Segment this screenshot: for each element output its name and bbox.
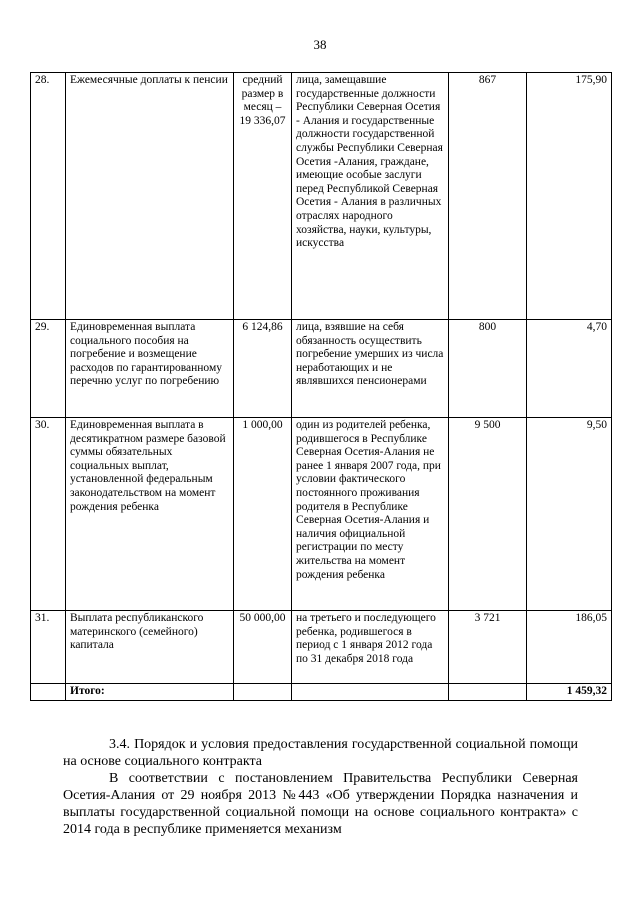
row-number: 29. xyxy=(31,320,66,418)
table-total-row xyxy=(31,684,612,701)
benefits-table xyxy=(30,72,612,701)
table-row xyxy=(31,320,612,418)
benefit-name: Единовременная выплата социального пособия на погребение и возмещение расходов по гарантированному перечню услуг по погребению xyxy=(66,320,234,418)
recipients: лица, взявшие на себя обязанность осуществить погребение умерших из числа неработающих и не являвшихся пенсионерами xyxy=(292,320,449,418)
total-label: Итого: xyxy=(66,684,234,701)
recipient-count: 867 xyxy=(449,73,527,320)
grand-total-sum: 1 459,32 xyxy=(527,684,612,701)
section-heading: 3.4. Порядок и условия предоставления государственной социальной помощи на основе социального контракта xyxy=(63,737,578,769)
total-sum: 4,70 xyxy=(527,320,612,418)
benefit-amount: 1 000,00 xyxy=(234,418,292,611)
benefit-name: Единовременная выплата в десятикратном размере базовой суммы обязательных социальных выплат, установленной федеральным законодательством на момент рождения ребенка xyxy=(66,418,234,611)
recipients: лица, замещавшие государственные должности Республики Северная Осетия - Алания и государственные должности государственной службы Республики Северная Осетия -Алания, граждане, имеющие особые заслуги перед Республикой Северная Осетия - Алания в различных отраслях народного хозяйства, науки, культуры, искусства xyxy=(292,73,449,320)
row-number: 30. xyxy=(31,418,66,611)
table-row xyxy=(31,73,612,320)
benefit-name: Выплата республиканского материнского (семейного) капитала xyxy=(66,611,234,684)
total-sum: 9,50 xyxy=(527,418,612,611)
benefit-amount: 6 124,86 xyxy=(234,320,292,418)
row-number: 31. xyxy=(31,611,66,684)
recipients: на третьего и последующего ребенка, родившегося в период с 1 января 2012 года по 31 декабря 2018 года xyxy=(292,611,449,684)
table-row xyxy=(31,611,612,684)
empty-cell xyxy=(31,684,66,701)
total-sum: 175,90 xyxy=(527,73,612,320)
recipient-count: 9 500 xyxy=(449,418,527,611)
empty-cell xyxy=(292,684,449,701)
page-number: 38 xyxy=(313,37,327,52)
recipients: один из родителей ребенка, родившегося в Республике Северная Осетия-Алания не ранее 1 января 2007 года, при условии фактического постоянного проживания родителя в Республике Северная Осетия-Алания и наличия официальной регистрации по месту жительства на момент рождения ребенка xyxy=(292,418,449,611)
recipient-count: 3 721 xyxy=(449,611,527,684)
empty-cell xyxy=(234,684,292,701)
total-sum: 186,05 xyxy=(527,611,612,684)
benefit-amount: 50 000,00 xyxy=(234,611,292,684)
empty-cell xyxy=(449,684,527,701)
recipient-count: 800 xyxy=(449,320,527,418)
row-number: 28. xyxy=(31,73,66,320)
benefit-name: Ежемесячные доплаты к пенсии xyxy=(66,73,234,320)
table-row xyxy=(31,418,612,611)
body-paragraph: В соответствии с постановлением Правительства Республики Северная Осетия-Алания от 29 ноября 2013 №443 «Об утверждении Порядка назначения и выплаты государственной социальной помощи на основе социального контракта» с 2014 года в республике применяется механизм xyxy=(63,771,578,837)
benefit-amount: средний размер в месяц – 19 336,07 xyxy=(234,73,292,320)
